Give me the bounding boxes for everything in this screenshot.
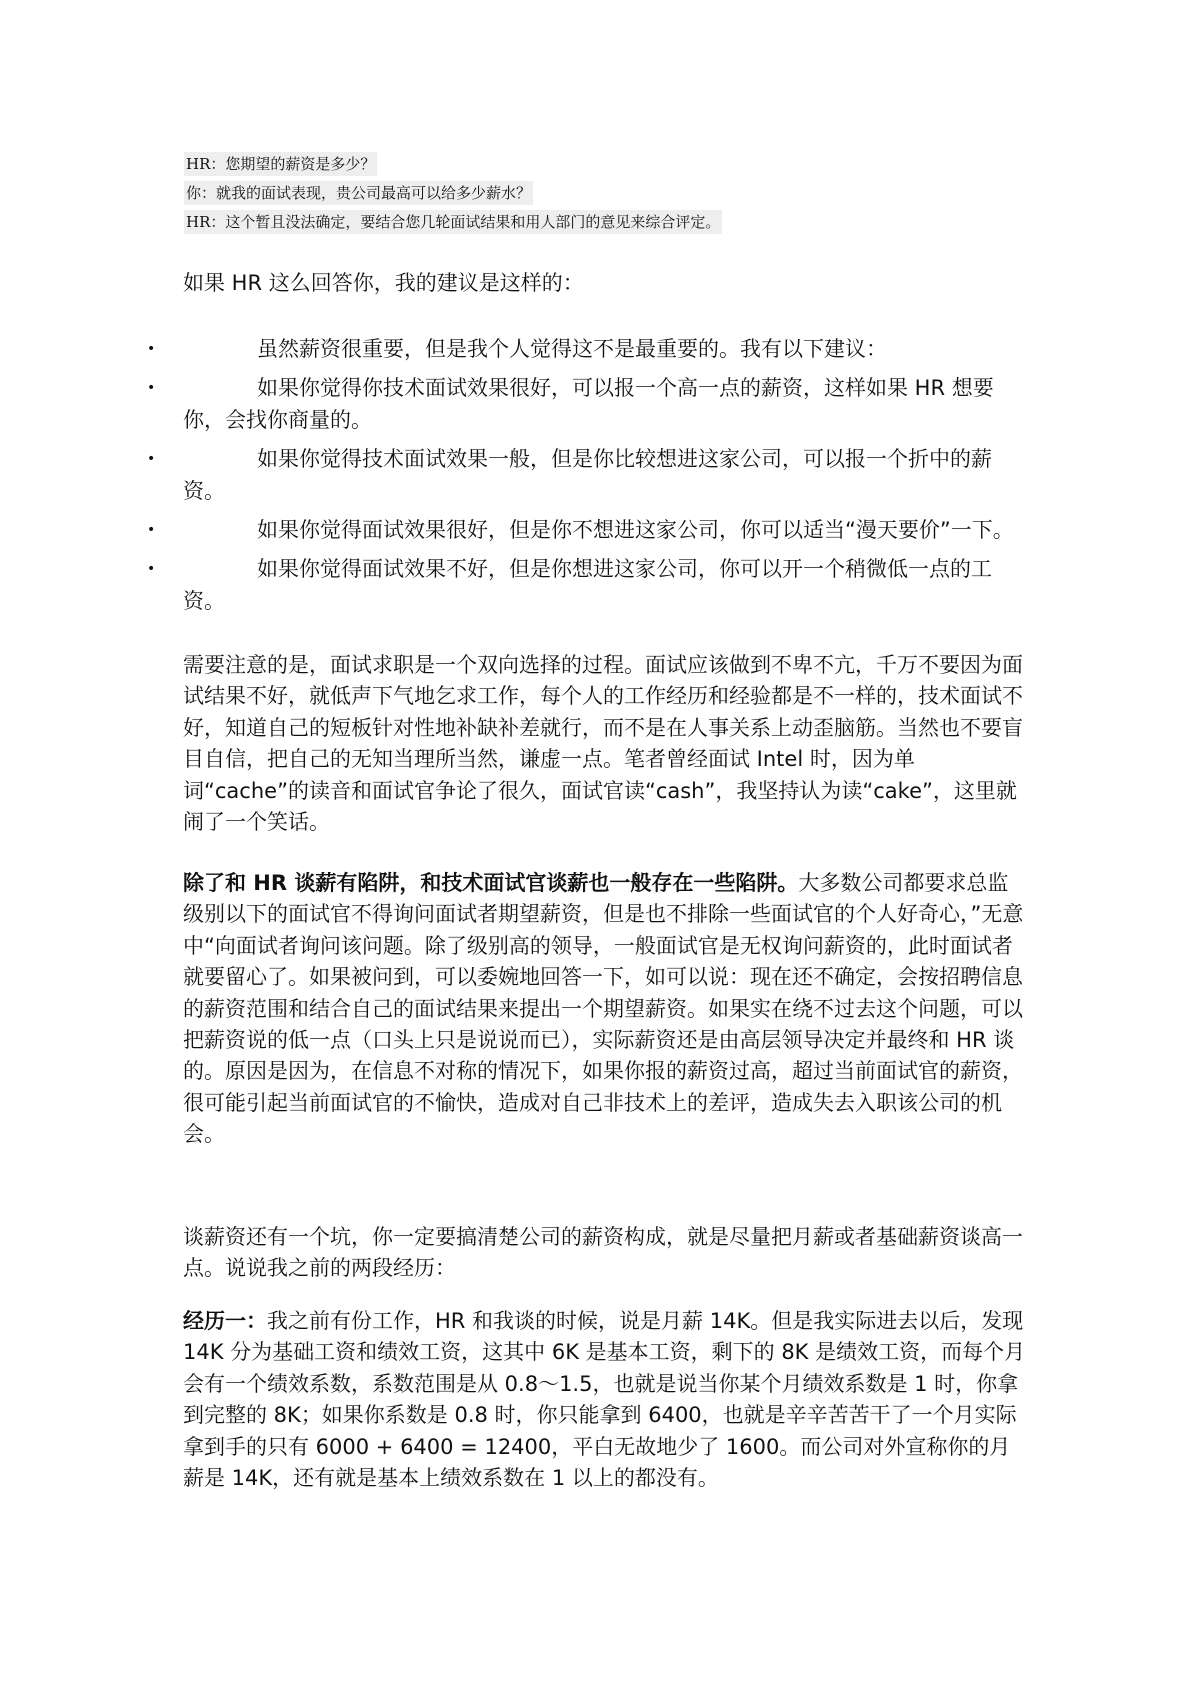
bullet-icon: •	[147, 341, 156, 357]
list-item-text: 如果你觉得面试效果不好，但是你想进这家公司，你可以开一个稍微低一点的工资。	[183, 557, 992, 613]
dialog-block	[184, 150, 1004, 237]
bullet-icon: •	[147, 380, 156, 397]
dialog-text: HR：这个暂且没法确定，要结合您几轮面试结果和用人部门的意见来综合评定。	[184, 210, 722, 234]
trap-paragraph	[183, 868, 1028, 1151]
dialog-text: HR：您期望的薪资是多少？	[184, 152, 377, 176]
trap-text: 大多数公司都要求总监级别以下的面试官不得询问面试者期望薪资，但是也不排除一些面试官的个人好奇心，”无意中“向面试者询问该问题。除了级别高的领导，一般面试官是无权询问薪资的，此时面试者就要留心了。如果被问到，可以委婉地回答一下，如可以说：现在还不确定，会按招聘信息的薪资范围和结合自己的面试结果来提出一个期望薪资。如果实在绕不过去这个问题，可以把薪资说的低一点（口头上只是说说而已），实际薪资还是由高层领导决定并最终和 HR 谈的。原因是因为，在信息不对称的情况下，如果你报的薪资过高，超过当前面试官的薪资，很可能引起当前面试官的不愉快，造成对自己非技术上的差评，造成失去入职该公司的机会。	[183, 871, 1024, 1147]
list-item	[147, 515, 1028, 546]
note-paragraph	[183, 650, 1028, 838]
list-item-text: 如果你觉得面试效果很好，但是你不想进这家公司，你可以适当“漫天要价”一下。	[257, 518, 1014, 543]
note-text: 需要注意的是，面试求职是一个双向选择的过程。面试应该做到不卑不亢，千万不要因为面试结果不好，就低声下气地乞求工作，每个人的工作经历和经验都是不一样的，技术面试不好，知道自己的短板针对性地补缺补差就行，而不是在人事关系上动歪脑筋。当然也不要盲目自信，把自己的无知当理所当然，谦虚一点。笔者曾经面试 Intel 时，因为单词“cache”的读音和面试官争论了很久，面试官读“cash”，我坚持认为读“cake”，这里就闹了一个笑话。	[183, 653, 1023, 835]
experience-heading: 经历一：	[183, 1309, 267, 1333]
bullet-icon: •	[147, 522, 156, 539]
experience-text: 我之前有份工作，HR 和我谈的时候，说是月薪 14K。但是我实际进去以后，发现 14K 分为基础工资和绩效工资，这其中 6K 是基本工资，剩下的 8K 是绩效工资，而每个月会有一个绩效系数，系数范围是从 0.8～1.5，也就是说当你某个月绩效系数是 1 时，你拿到完整的 8K；如果你系数是 0.8 时，你只能拿到 6400，也就是辛辛苦苦干了一个月实际拿到手的只有 6000 + 6400 = 12400，平白无故地少了 1600。而公司对外宣称你的月薪是 14K，还有就是基本上绩效系数在 1 以上的都没有。	[183, 1309, 1026, 1491]
intro-paragraph	[183, 268, 1028, 299]
dialog-line	[184, 208, 1004, 237]
salary-text: 谈薪资还有一个坑，你一定要搞清楚公司的薪资构成，就是尽量把月薪或者基础薪资谈高一点。说说我之前的两段经历：	[183, 1225, 1023, 1281]
trap-heading: 除了和 HR 谈薪有陷阱，和技术面试官谈薪也一般存在一些陷阱。	[183, 871, 799, 895]
dialog-text: 你：就我的面试表现，贵公司最高可以给多少薪水？	[184, 181, 533, 205]
list-item-text: 如果你觉得技术面试效果一般，但是你比较想进这家公司，可以报一个折中的薪资。	[183, 447, 992, 503]
list-item	[147, 334, 1028, 365]
list-item-text: 如果你觉得你技术面试效果很好，可以报一个高一点的薪资，这样如果 HR 想要你，会找你商量的。	[183, 376, 994, 432]
bullet-icon: •	[147, 561, 156, 578]
dialog-line	[184, 150, 1004, 179]
list-item	[147, 554, 1028, 617]
advice-list	[147, 334, 1028, 625]
list-item-text: 虽然薪资很重要，但是我个人觉得这不是最重要的。我有以下建议：	[257, 337, 887, 361]
list-item	[147, 373, 1028, 436]
list-item	[147, 444, 1028, 507]
intro-text: 如果 HR 这么回答你，我的建议是这样的：	[183, 271, 584, 295]
dialog-line	[184, 179, 1004, 208]
bullet-icon: •	[147, 451, 156, 468]
experience-paragraph	[183, 1306, 1028, 1494]
salary-paragraph	[183, 1222, 1028, 1285]
